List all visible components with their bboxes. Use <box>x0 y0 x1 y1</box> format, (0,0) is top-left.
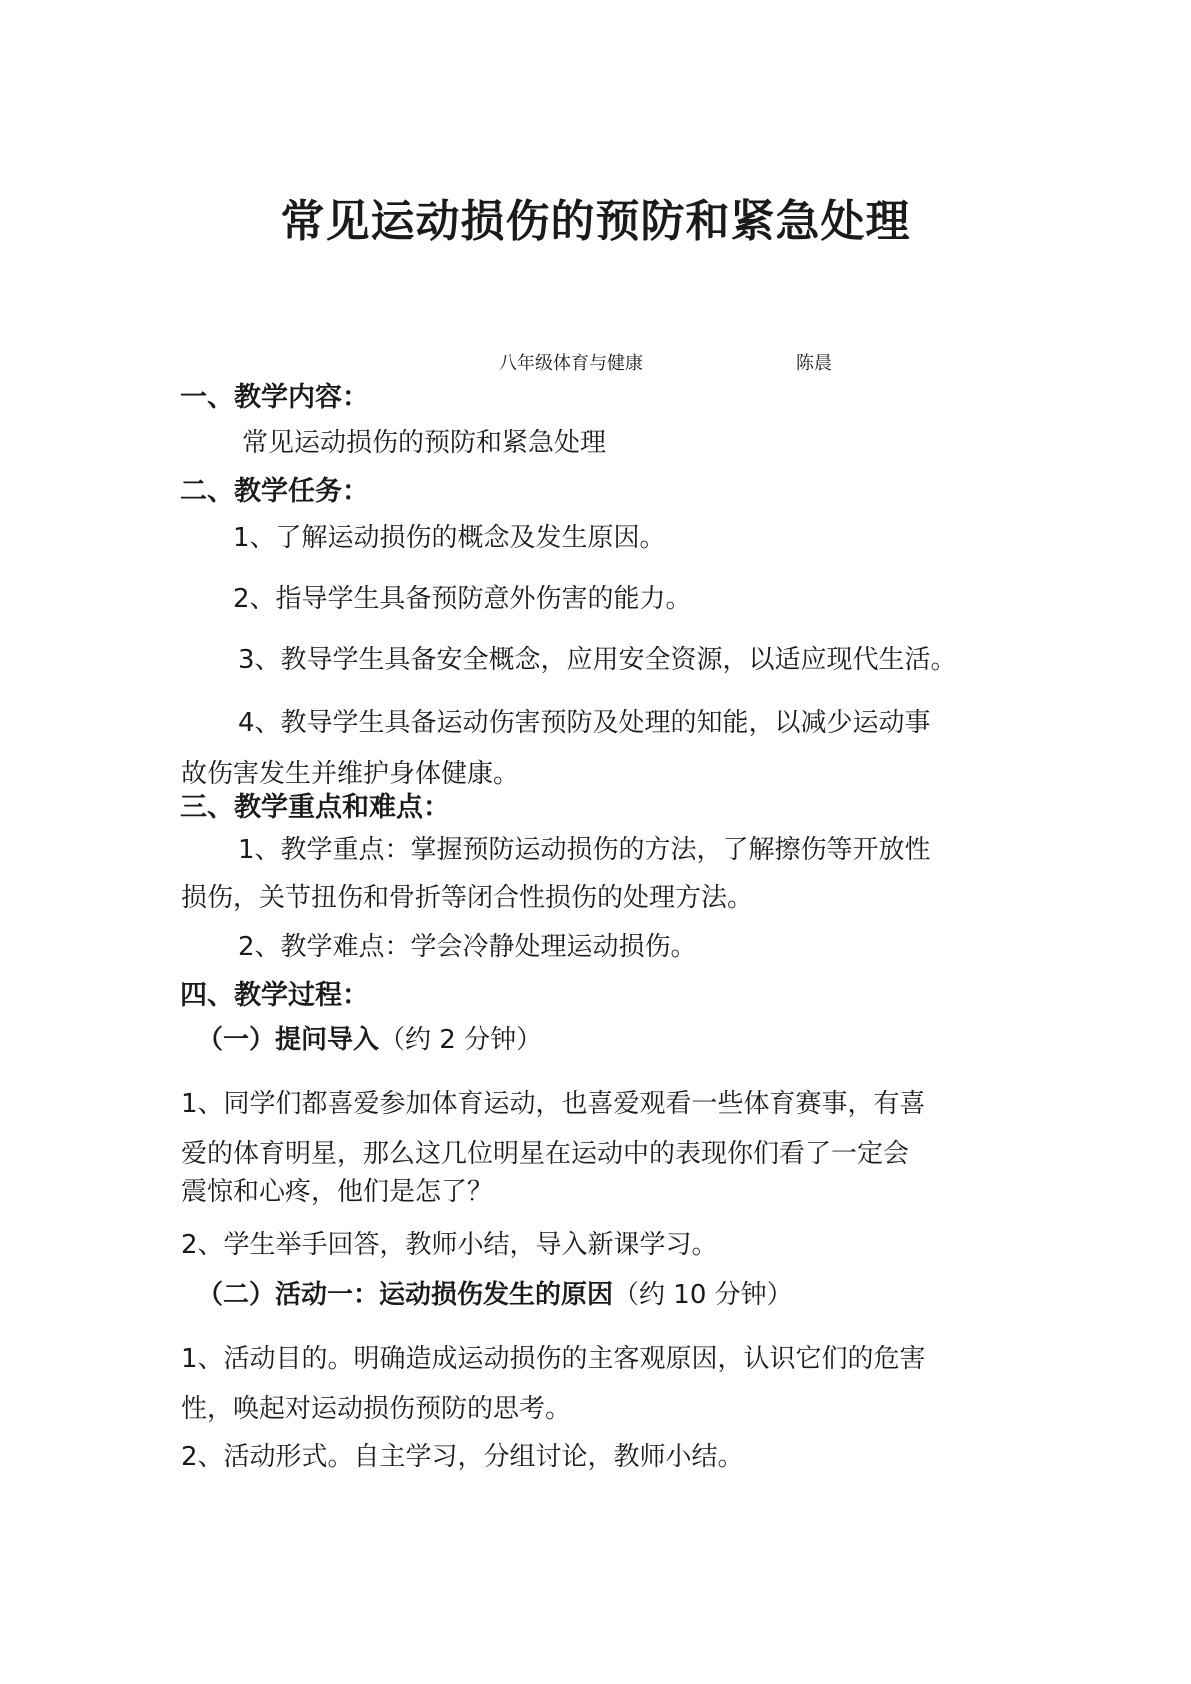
task-item-4-line-1: 4、教导学生具备运动伤害预防及处理的知能，以减少运动事 <box>238 708 931 738</box>
part-2-item-1-line-2: 性，唤起对运动损伤预防的思考。 <box>181 1394 572 1424</box>
process-part-2-time: （约 10 分钟） <box>613 1280 793 1310</box>
process-part-1-time: （约 2 分钟） <box>379 1025 543 1055</box>
part-1-item-1-line-3: 震惊和心疼，他们是怎了？ <box>181 1177 494 1207</box>
author-name: 陈晨 <box>796 353 832 374</box>
section-heading-process: 四、教学过程： <box>180 980 369 1011</box>
task-item-1: 1、了解运动损伤的概念及发生原因。 <box>233 523 666 553</box>
key-point-1-line-2: 损伤，关节扭伤和骨折等闭合性损伤的处理方法。 <box>181 883 754 913</box>
process-part-2-label: （二）活动一：运动损伤发生的原因 <box>197 1280 614 1310</box>
part-1-item-1-line-1: 1、同学们都喜爱参加体育运动，也喜爱观看一些体育赛事，有喜 <box>181 1089 926 1119</box>
grade-subject: 八年级体育与健康 <box>499 353 643 374</box>
section-heading-content: 一、教学内容： <box>180 382 369 413</box>
content-text: 常见运动损伤的预防和紧急处理 <box>242 428 607 458</box>
part-2-item-1-line-1: 1、活动目的。明确造成运动损伤的主客观原因，认识它们的危害 <box>181 1344 926 1374</box>
part-1-item-2: 2、学生举手回答，教师小结，导入新课学习。 <box>181 1230 718 1260</box>
key-point-1-line-1: 1、教学重点：掌握预防运动损伤的方法，了解擦伤等开放性 <box>238 835 931 865</box>
document-title: 常见运动损伤的预防和紧急处理 <box>280 196 911 247</box>
part-2-item-2: 2、活动形式。自主学习，分组讨论，教师小结。 <box>181 1442 744 1472</box>
task-item-3: 3、教导学生具备安全概念，应用安全资源，以适应现代生活。 <box>238 645 957 675</box>
part-1-item-1-line-2: 爱的体育明星，那么这几位明星在运动中的表现你们看了一定会 <box>181 1139 910 1169</box>
key-point-2: 2、教学难点：学会冷静处理运动损伤。 <box>238 932 697 962</box>
section-heading-tasks: 二、教学任务： <box>180 476 369 507</box>
section-heading-key-points: 三、教学重点和难点： <box>180 792 450 823</box>
process-part-2-heading <box>197 1277 793 1313</box>
task-item-4-line-2: 故伤害发生并维护身体健康。 <box>181 759 520 789</box>
process-part-1-label: （一）提问导入 <box>197 1025 380 1055</box>
process-part-1-heading <box>197 1022 542 1058</box>
task-item-2: 2、指导学生具备预防意外伤害的能力。 <box>233 584 692 614</box>
